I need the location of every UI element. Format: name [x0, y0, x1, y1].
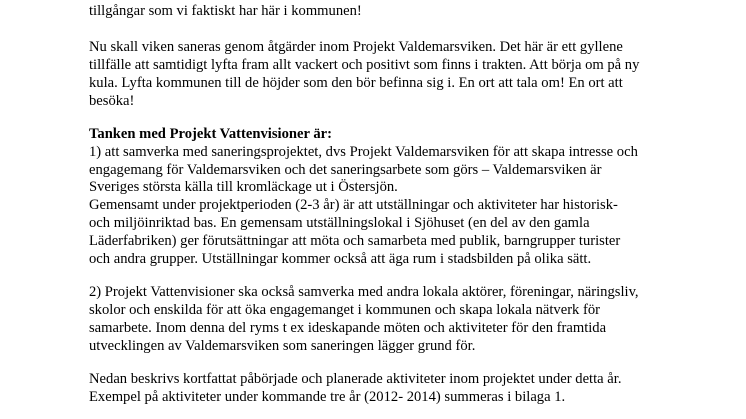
- point-one-line: engagemang för Valdemarsviken och det saneringsarbete som görs – Valdemarsviken är: [89, 162, 602, 178]
- point-two-line: 2) Projekt Vattenvisioner ska också samverka med andra lokala aktörer, föreningar, näringsliv,: [89, 284, 639, 300]
- sanering-paragraph-line: kula. Lyfta kommunen till de höjder som den bör befinna sig i. En ort att tala om! En ort att: [89, 75, 623, 91]
- point-two-line: skolor och enskilda för att öka engagemanget i kommunen och skapa lokala nätverk för: [89, 302, 601, 318]
- point-two-line: samarbete. Inom denna del ryms t ex ideskapande möten och aktiviteter för den framtida: [89, 320, 607, 336]
- point-one-line: och miljöinriktad bas. En gemensam utställningslokal i Sjöhuset (en del av den gamla: [89, 215, 590, 231]
- point-one-line: Sveriges största källa till kromläckage ut i Östersjön.: [89, 179, 398, 195]
- point-one-line: Gemensamt under projektperioden (2-3 år) är att utställningar och aktiviteter har historisk-: [89, 197, 618, 213]
- section-heading: Tanken med Projekt Vattenvisioner är:: [89, 126, 332, 142]
- point-one-line: och andra grupper. Utställningar kommer också att äga rum i stadsbilden på olika sätt.: [89, 251, 592, 267]
- point-one-line: 1) att samverka med saneringsprojektet, dvs Projekt Valdemarsviken för att skapa intresse och: [89, 144, 638, 160]
- point-two-line: utvecklingen av Valdemarsviken som saneringen lägger grund för.: [89, 338, 476, 354]
- sanering-paragraph-line: Nu skall viken saneras genom åtgärder inom Projekt Valdemarsviken. Det här är ett gyllene: [89, 39, 623, 55]
- closing-line: Exempel på aktiviteter under kommande tre år (2012- 2014) summeras i bilaga 1.: [89, 389, 566, 405]
- sanering-paragraph-line: besöka!: [89, 93, 135, 109]
- intro-tail-line: tillgångar som vi faktiskt har här i kommunen!: [89, 3, 362, 19]
- closing-line: Nedan beskrivs kortfattat påbörjade och planerade aktiviteter inom projektet under detta år.: [89, 371, 622, 387]
- point-one-line: Läderfabriken) ger förutsättningar att möta och samarbeta med publik, barngrupper turister: [89, 233, 621, 249]
- sanering-paragraph-line: tillfälle att samtidigt lyfta fram allt vackert och positivt som finns i trakten. Att börja om på ny: [89, 57, 640, 73]
